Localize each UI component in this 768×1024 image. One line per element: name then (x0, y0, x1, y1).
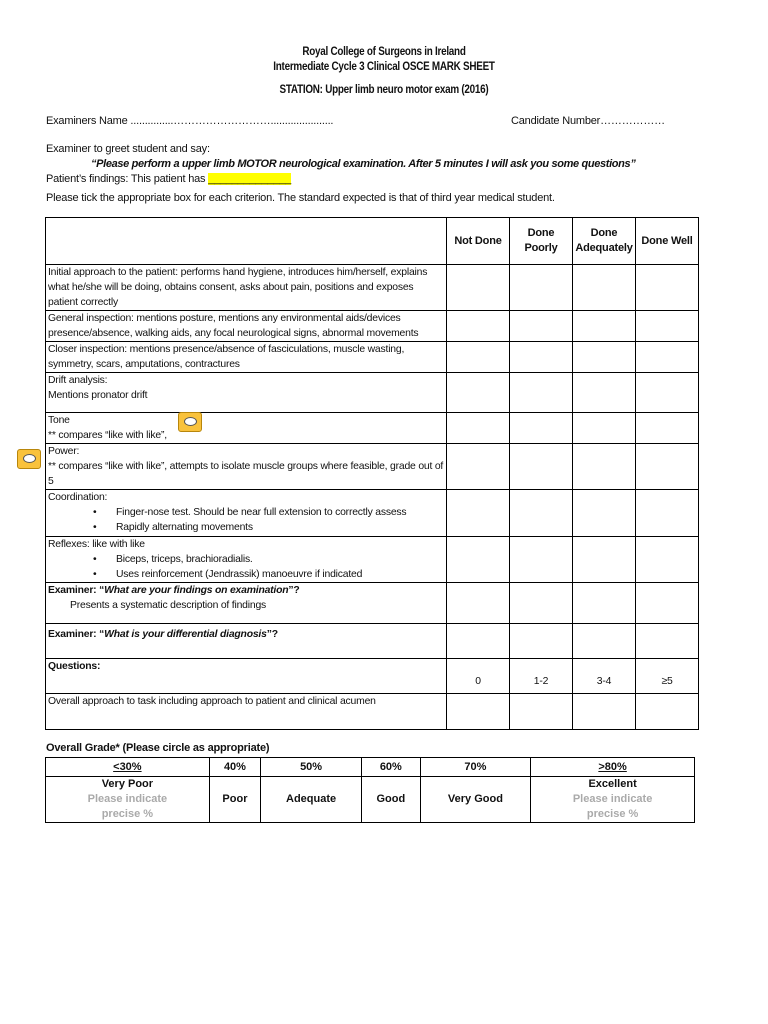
tick-box[interactable] (573, 537, 636, 583)
grade-percent-50[interactable]: 50% (261, 758, 362, 777)
power-detail: ** compares “like with like”, attempts to isolate muscle groups where feasible, grade out of 5 (48, 461, 444, 487)
table-row (46, 342, 699, 373)
tick-box[interactable] (636, 342, 699, 373)
differential-question-text: What is your differential diagnosis (104, 629, 267, 640)
examiner-prompt-quote: “Please perform a upper limb MOTOR neurological examination. After 5 minutes I will ask you some questions” (91, 158, 636, 170)
tick-box[interactable] (573, 624, 636, 659)
question-score-0[interactable]: 0 (447, 659, 510, 694)
comment-icon[interactable] (17, 449, 41, 469)
overall-grade-label: Overall Grade* (Please circle as appropriate) (46, 742, 270, 754)
reflexes-item: • Biceps, triceps, brachioradialis. (48, 552, 444, 567)
grade-name-row (46, 777, 695, 823)
findings-question-detail: Presents a systematic description of findings (70, 600, 267, 611)
criterion-general-inspection: General inspection: mentions posture, mentions any environmental aids/devices presence/absence, walking aids, any focal neurological signs, abnormal movements (46, 311, 447, 342)
tick-box[interactable] (447, 490, 510, 537)
tick-box[interactable] (447, 537, 510, 583)
grade-percent-text: >80% (598, 761, 627, 773)
tick-box[interactable] (510, 342, 573, 373)
tick-box[interactable] (510, 537, 573, 583)
findings-question (48, 583, 444, 598)
candidate-number-field[interactable]: Candidate Number……………… (511, 115, 665, 127)
grade-adequate[interactable]: Adequate (261, 777, 362, 823)
table-row (46, 373, 699, 413)
tick-box[interactable] (447, 311, 510, 342)
table-row (46, 311, 699, 342)
grade-percent-40[interactable]: 40% (209, 758, 260, 777)
differential-question (48, 629, 278, 640)
grade-very-good[interactable]: Very Good (420, 777, 531, 823)
grade-percent-70[interactable]: 70% (420, 758, 531, 777)
grade-percent-lt30[interactable] (46, 758, 210, 777)
tick-box[interactable] (510, 413, 573, 444)
tick-box[interactable] (510, 265, 573, 311)
tick-box[interactable] (636, 311, 699, 342)
comment-icon[interactable] (178, 412, 202, 432)
patient-findings (46, 173, 291, 185)
sheet-title: Intermediate Cycle 3 Clinical OSCE MARK SHEET (273, 61, 495, 73)
tick-box[interactable] (573, 444, 636, 490)
col-done-adequately: Done Adequately (573, 218, 636, 265)
tick-box[interactable] (510, 311, 573, 342)
station-title: STATION: Upper limb neuro motor exam (2016) (279, 84, 489, 96)
grade-indicate-hint: Please indicate precise % (572, 793, 653, 820)
tick-box[interactable] (447, 583, 510, 624)
table-row (46, 490, 699, 537)
tick-box[interactable] (573, 311, 636, 342)
col-done-poorly: Done Poorly (510, 218, 573, 265)
criterion-questions: Questions: (46, 659, 447, 694)
tick-box[interactable] (573, 583, 636, 624)
examiner-name-field[interactable]: Examiners Name ...............………………………...................... (46, 115, 334, 127)
drift-detail: Mentions pronator drift (48, 390, 148, 401)
findings-question-open: Examiner: “ (48, 585, 105, 596)
coordination-item: • Rapidly alternating movements (48, 520, 444, 535)
tick-box[interactable] (510, 624, 573, 659)
tick-box[interactable] (447, 373, 510, 413)
tick-box[interactable] (510, 373, 573, 413)
tick-box[interactable] (447, 413, 510, 444)
grade-name: Very Poor (101, 778, 154, 790)
overall-grade-table (45, 757, 695, 823)
tick-box[interactable] (636, 413, 699, 444)
table-header-row (46, 218, 699, 265)
grade-name: Excellent (588, 778, 637, 790)
tick-box[interactable] (447, 624, 510, 659)
criterion-reflexes (46, 537, 447, 583)
coordination-heading: Coordination: (48, 492, 108, 503)
grade-very-poor[interactable] (46, 777, 210, 823)
tick-box[interactable] (573, 265, 636, 311)
greet-instruction: Examiner to greet student and say: (46, 143, 210, 155)
tone-heading: Tone (48, 415, 70, 426)
criterion-coordination (46, 490, 447, 537)
tick-box[interactable] (573, 342, 636, 373)
tick-box[interactable] (510, 490, 573, 537)
question-score-5-plus[interactable]: ≥5 (636, 659, 699, 694)
tick-instruction: Please tick the appropriate box for each criterion. The standard expected is that of third year medical student. (46, 192, 555, 204)
tick-box[interactable] (573, 694, 636, 730)
question-score-1-2[interactable]: 1-2 (510, 659, 573, 694)
patient-findings-blank[interactable]: ______________ (208, 173, 292, 185)
tick-box[interactable] (447, 265, 510, 311)
grade-percent-row (46, 758, 695, 777)
tick-box[interactable] (573, 373, 636, 413)
table-row (46, 583, 699, 624)
coordination-item: • Finger-nose test. Should be near full extension to correctly assess (48, 505, 444, 520)
criterion-differential-question (46, 624, 447, 659)
differential-question-close: ”? (266, 629, 278, 640)
criterion-findings-question (46, 583, 447, 624)
tick-box[interactable] (447, 444, 510, 490)
table-row (46, 537, 699, 583)
criterion-initial-approach: Initial approach to the patient: performs hand hygiene, introduces him/herself, explains what he/she will be doing, obtains consent, asks about pain, positions and exposes patient correctly (46, 265, 447, 311)
criterion-power (46, 444, 447, 490)
col-done-well: Done Well (636, 218, 699, 265)
question-score-3-4[interactable]: 3-4 (573, 659, 636, 694)
grade-percent-text: <30% (113, 761, 142, 773)
table-row (46, 413, 699, 444)
differential-question-open: Examiner: “ (48, 629, 105, 640)
col-not-done: Not Done (447, 218, 510, 265)
tick-box[interactable] (447, 342, 510, 373)
tick-box[interactable] (510, 583, 573, 624)
tone-detail: ** compares “like with like”, (48, 430, 167, 441)
tick-box[interactable] (636, 624, 699, 659)
tick-box[interactable] (636, 537, 699, 583)
findings-question-close: ”? (288, 585, 300, 596)
tick-box[interactable] (636, 265, 699, 311)
grade-percent-60[interactable]: 60% (362, 758, 421, 777)
grade-poor[interactable]: Poor (209, 777, 260, 823)
table-row (46, 624, 699, 659)
tick-box[interactable] (447, 694, 510, 730)
tick-box[interactable] (573, 413, 636, 444)
tick-box[interactable] (636, 694, 699, 730)
patient-findings-label: Patient’s findings: This patient has (46, 173, 209, 185)
table-row (46, 659, 699, 694)
criterion-tone (46, 413, 447, 444)
criteria-table (45, 217, 699, 730)
grade-indicate-hint: Please indicate precise % (87, 793, 168, 820)
tick-box[interactable] (636, 490, 699, 537)
criterion-drift (46, 373, 447, 413)
table-row (46, 444, 699, 490)
tick-box[interactable] (573, 490, 636, 537)
institution-title: Royal College of Surgeons in Ireland (302, 46, 466, 58)
reflexes-heading: Reflexes: like with like (48, 539, 145, 550)
drift-heading: Drift analysis: (48, 375, 108, 386)
grade-percent-gt80[interactable] (531, 758, 695, 777)
tick-box[interactable] (510, 444, 573, 490)
criterion-closer-inspection: Closer inspection: mentions presence/absence of fasciculations, muscle wasting, symmetry, scars, amputations, contractures (46, 342, 447, 373)
tick-box[interactable] (636, 583, 699, 624)
grade-excellent[interactable] (531, 777, 695, 823)
tick-box[interactable] (636, 373, 699, 413)
findings-question-text: What are your findings on examination (104, 585, 289, 596)
grade-good[interactable]: Good (362, 777, 421, 823)
power-heading: Power: (48, 446, 80, 457)
tick-box[interactable] (636, 444, 699, 490)
criterion-overall-approach: Overall approach to task including approach to patient and clinical acumen (46, 694, 447, 730)
tick-box[interactable] (510, 694, 573, 730)
reflexes-item: • Uses reinforcement (Jendrassik) manoeuvre if indicated (48, 567, 444, 582)
table-row (46, 265, 699, 311)
table-row (46, 694, 699, 730)
header-blank-cell (46, 218, 447, 265)
